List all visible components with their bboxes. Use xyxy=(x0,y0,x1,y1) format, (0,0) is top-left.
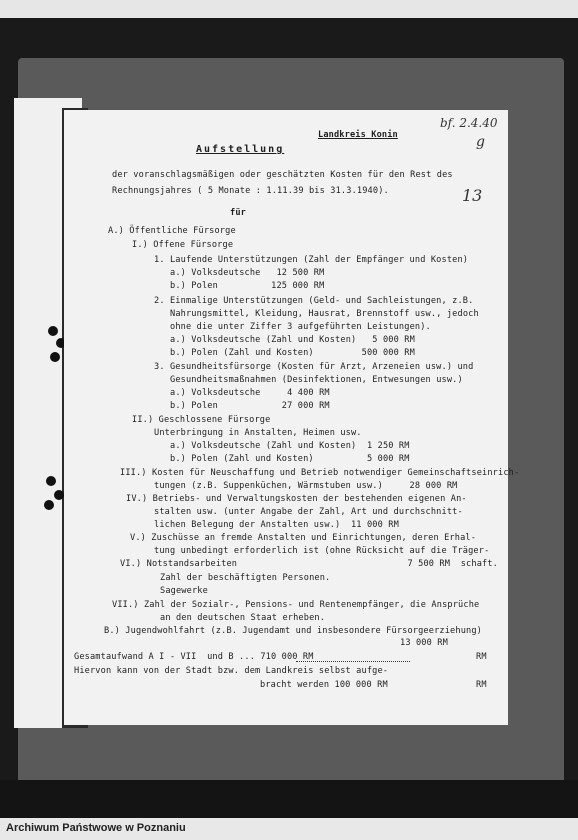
page-title: Aufstellung xyxy=(196,144,285,155)
binder-ring-icon xyxy=(44,500,54,510)
doc-line: b.) Polen (Zahl und Kosten) 500 000 RM xyxy=(170,348,415,358)
doc-line: V.) Zuschüsse an fremde Anstalten und Einrichtungen, deren Erhal- xyxy=(130,533,477,543)
doc-line: 13 000 RM xyxy=(400,638,448,648)
doc-line: II.) Geschlossene Fürsorge xyxy=(132,415,271,425)
doc-line: a.) Volksdeutsche 12 500 RM xyxy=(170,268,325,278)
archive-label: Archiwum Państwowe w Poznaniu xyxy=(6,822,186,834)
doc-line: b.) Polen 125 000 RM xyxy=(170,281,325,291)
doc-line: ohne die unter Ziffer 3 aufgeführten Leistungen). xyxy=(170,322,431,332)
scan-bottom-edge xyxy=(0,780,578,818)
top-margin xyxy=(0,0,578,18)
dotted-leader xyxy=(296,661,410,662)
doc-line: Nahrungsmittel, Kleidung, Hausrat, Brennstoff usw., jedoch xyxy=(170,309,479,319)
doc-line: 2. Einmalige Unterstützungen (Geld- und Sachleistungen, z.B. xyxy=(154,296,474,306)
doc-line: b.) Polen (Zahl und Kosten) 5 000 RM xyxy=(170,454,410,464)
handwritten-date: bf. 2.4.40 xyxy=(440,116,498,130)
doc-line: III.) Kosten für Neuschaffung und Betrieb notwendiger Gemeinschaftseinrich- xyxy=(120,468,520,478)
doc-line: Unterbringung in Anstalten, Heimen usw. xyxy=(154,428,362,438)
doc-line: VII.) Zahl der Sozialr-, Pensions- und Rentenempfänger, die Ansprüche xyxy=(112,600,480,610)
binder-ring-icon xyxy=(48,326,58,336)
binder-ring-icon xyxy=(54,490,64,500)
handwritten-mark: g xyxy=(476,134,485,150)
doc-line: RM xyxy=(476,680,487,690)
doc-line: a.) Volksdeutsche 4 400 RM xyxy=(170,388,330,398)
archive-footer xyxy=(0,818,578,840)
doc-line: bracht werden 100 000 RM xyxy=(260,680,388,690)
doc-line: RM xyxy=(476,652,487,662)
doc-line: Hiervon kann von der Stadt bzw. dem Landkreis selbst aufge- xyxy=(74,666,389,676)
doc-line: Gesundheitsmaßnahmen (Desinfektionen, Entwesungen usw.) xyxy=(170,375,463,385)
doc-line: I.) Offene Fürsorge xyxy=(132,240,234,250)
doc-line: Zahl der beschäftigten Personen. xyxy=(160,573,331,583)
doc-line: b.) Polen 27 000 RM xyxy=(170,401,330,411)
doc-line: tungen (z.B. Suppenküchen, Wärmstuben usw.) 28 000 RM xyxy=(154,481,458,491)
doc-line: IV.) Betriebs- und Verwaltungskosten der bestehenden eigenen An- xyxy=(126,494,467,504)
doc-line: B.) Jugendwohlfahrt (z.B. Jugendamt und insbesondere Fürsorgeerziehung) xyxy=(104,626,482,636)
doc-line: A.) Öffentliche Fürsorge xyxy=(108,226,236,236)
intro-line-2: Rechnungsjahres ( 5 Monate : 1.11.39 bis 31.3.1940). xyxy=(112,186,389,196)
binder-ring-icon xyxy=(46,476,56,486)
doc-line: a.) Volksdeutsche (Zahl und Kosten) 5 000 RM xyxy=(170,335,415,345)
doc-line: stalten usw. (unter Angabe der Zahl, Art und durchschnitt- xyxy=(154,507,463,517)
doc-line: 3. Gesundheitsfürsorge (Kosten für Arzt, Arzeneien usw.) und xyxy=(154,362,474,372)
doc-line: 1. Laufende Unterstützungen (Zahl der Empfänger und Kosten) xyxy=(154,255,469,265)
doc-line: Gesamtaufwand A I - VII und B ... 710 000 RM xyxy=(74,652,314,662)
intro-line-1: der voranschlagsmäßigen oder geschätzten Kosten für den Rest des xyxy=(112,170,453,180)
doc-line: an den deutschen Staat erheben. xyxy=(160,613,326,623)
doc-line: VI.) Notstandsarbeiten 7 500 RM schaft. xyxy=(120,559,498,569)
doc-line: a.) Volksdeutsche (Zahl und Kosten) 1 250 RM xyxy=(170,441,410,451)
doc-line: tung unbedingt erforderlich ist (ohne Rücksicht auf die Träger- xyxy=(154,546,490,556)
binder-ring-icon xyxy=(50,352,60,362)
handwritten-number: 13 xyxy=(462,186,483,205)
doc-line: Sagewerke xyxy=(160,586,208,596)
fuer-label: für xyxy=(230,208,246,218)
document-page xyxy=(64,110,520,725)
district-header: Landkreis Konin xyxy=(318,130,398,140)
doc-line: lichen Belegung der Anstalten usw.) 11 000 RM xyxy=(154,520,399,530)
